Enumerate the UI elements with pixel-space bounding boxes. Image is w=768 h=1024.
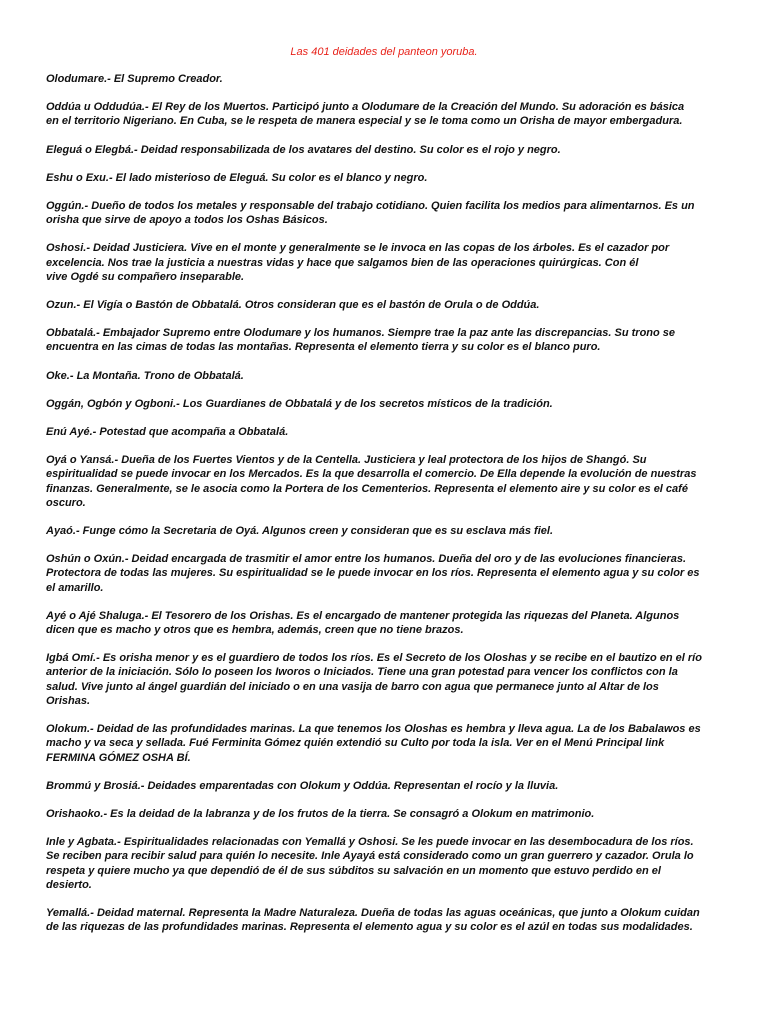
deity-entry <box>46 298 722 312</box>
document-page <box>46 45 722 948</box>
deity-entry-text: Oshosi.- Deidad Justiciera. Vive en el monte y generalmente se le invoca en las copas de los árboles. Es el cazador por excelencia. Nos trae la justicia a nuestras vidas y hace que salgamos bien de las operaciones quirúrgicas. Con él vive Ogdé su compañero inseparable. <box>46 242 670 283</box>
deity-entry-text: Olodumare.- El Supremo Creador. <box>46 73 223 85</box>
deity-entry <box>46 199 722 227</box>
deity-entry <box>46 100 722 128</box>
deity-entry <box>46 609 722 637</box>
deity-entry-text: Ayé o Ajé Shaluga.- El Tesorero de los Orishas. Es el encargado de mantener protegida las riquezas del Planeta. Algunos dicen que es macho y otros que es hembra, además, creen que no tiene brazos. <box>46 609 680 637</box>
deity-entry <box>46 807 722 821</box>
deity-entry-text: Olokum.- Deidad de las profundidades marinas. La que tenemos los Oloshas es hembra y lleva agua. La de los Babalawos es macho y va seca y sellada. Fué Ferminita Gómez quién extendió su Culto por toda la isla. Ver en el Menú Principal link FERMINA GÓMEZ OSHA BÍ. <box>46 723 701 764</box>
deity-entry-text: Eleguá o Elegbá.- Deidad responsabilizada de los avatares del destino. Su color es el rojo y negro. <box>46 143 561 156</box>
deity-entry <box>46 906 722 934</box>
deity-entry-text: Ozun.- El Vigía o Bastón de Obbatalá. Otros consideran que es el bastón de Orula o de Oddúa. <box>46 299 540 312</box>
deity-entry-text: Brommú y Brosiá.- Deidades emparentadas con Olokum y Oddúa. Representan el rocío y la lluvia. <box>46 779 559 792</box>
deity-entry <box>46 397 722 411</box>
deity-entry-text: Oggún.- Dueño de todos los metales y responsable del trabajo cotidiano. Quien facilita los medios para alimentarnos. Es un orisha que sirve de apoyo a todos los Oshas Básicos. <box>46 200 695 227</box>
deity-entry-text: Oyá o Yansá.- Dueña de los Fuertes Vientos y de la Centella. Justiciera y leal protectora de los hijos de Shangó. Su espiritualidad se puede invocar en los Mercados. Es la que desarrolla el comercio. De Ella depende la evolución de nuestras finanzas. Generalmente, se le asocia como la Portera de los Cementerios. Representa el elemento aire y su color es el café oscuro. <box>46 454 697 509</box>
deity-entry-text: Ayaó.- Funge cómo la Secretaria de Oyá. Algunos creen y consideran que es su esclava más fiel. <box>46 525 554 538</box>
deity-entry <box>46 369 722 383</box>
deity-entry-text: Obbatalá.- Embajador Supremo entre Olodumare y los humanos. Siempre trae la paz ante las discrepancias. Su trono se encuentra en las cimas de todas las montañas. Representa el elemento tierra y su color es el blanco puro. <box>46 327 676 354</box>
deity-entry-text: Eshu o Exu.- El lado misterioso de Eleguá. Su color es el blanco y negro. <box>46 171 428 184</box>
deity-entry <box>46 72 722 86</box>
deity-entry-text: Oke.- La Montaña. Trono de Obbatalá. <box>46 369 244 382</box>
deity-entry <box>46 171 722 185</box>
deity-entry <box>46 779 722 793</box>
deity-entry <box>46 524 722 538</box>
deity-entry <box>46 326 722 354</box>
deity-entry <box>46 241 722 284</box>
deity-entry <box>46 425 722 439</box>
deity-list <box>46 72 722 934</box>
deity-entry-text: Oggán, Ogbón y Ogboni.- Los Guardianes de Obbatalá y de los secretos místicos de la tradición. <box>46 397 553 410</box>
deity-entry <box>46 722 722 765</box>
deity-entry-text: Enú Ayé.- Potestad que acompaña a Obbatalá. <box>46 426 289 439</box>
deity-entry <box>46 453 722 510</box>
deity-entry <box>46 651 722 708</box>
deity-entry-text: Inle y Agbata.- Espiritualidades relacionadas con Yemallá y Oshosi. Se les puede invocar en las desembocadura de los ríos. Se reciben para recibir salud para quién lo necesite. Inle Ayayá está considerado como un gran guerrero y cazador. Orula lo respeta y quiere mucho ya que dependió de él de sus súbditos su salvación en un momento que estuvo perdido en el desierto. <box>46 836 694 891</box>
document-title: Las 401 deidades del panteon yoruba. <box>290 46 478 58</box>
deity-entry-text: Oddúa u Oddudúa.- El Rey de los Muertos. Participó junto a Olodumare de la Creación del Mundo. Su adoración es básica en el territorio Nigeriano. En Cuba, se le respeta de manera especial y se le toma como un Orisha de mayor embergadura. <box>46 101 685 128</box>
deity-entry-text: Yemallá.- Deidad maternal. Representa la Madre Naturaleza. Dueña de todas las aguas oceánicas, que junto a Olokum cuidan de las riquezas de las profundidades marinas. Representa el elemento agua y su color es el azúl en todas sus modalidades. <box>46 906 700 934</box>
deity-entry-text: Orishaoko.- Es la deidad de la labranza y de los frutos de la tierra. Se consagró a Olokum en matrimonio. <box>46 807 595 820</box>
deity-entry-text: Oshún o Oxún.- Deidad encargada de trasmitir el amor entre los humanos. Dueña del oro y de las evoluciones financieras. Protectora de todas las mujeres. Su espiritualidad se le puede invocar en los ríos. Representa el elemento agua y su color es el amarillo. <box>46 553 700 594</box>
deity-entry-text: Igbá Omí.- Es orisha menor y es el guardiero de todos los ríos. Es el Secreto de los Oloshas y se recibe en el bautizo en el río anterior de la iniciación. Sólo lo poseen los Iworos o Iniciados. Tiene una gran potestad para vencer los conflictos con la salud. Vive junto al ángel guardián del iniciado o en una vasija de barro con agua que permanece junto al Altar de los Orishas. <box>46 652 702 707</box>
deity-entry <box>46 143 722 157</box>
deity-entry <box>46 552 722 595</box>
deity-entry <box>46 835 722 892</box>
